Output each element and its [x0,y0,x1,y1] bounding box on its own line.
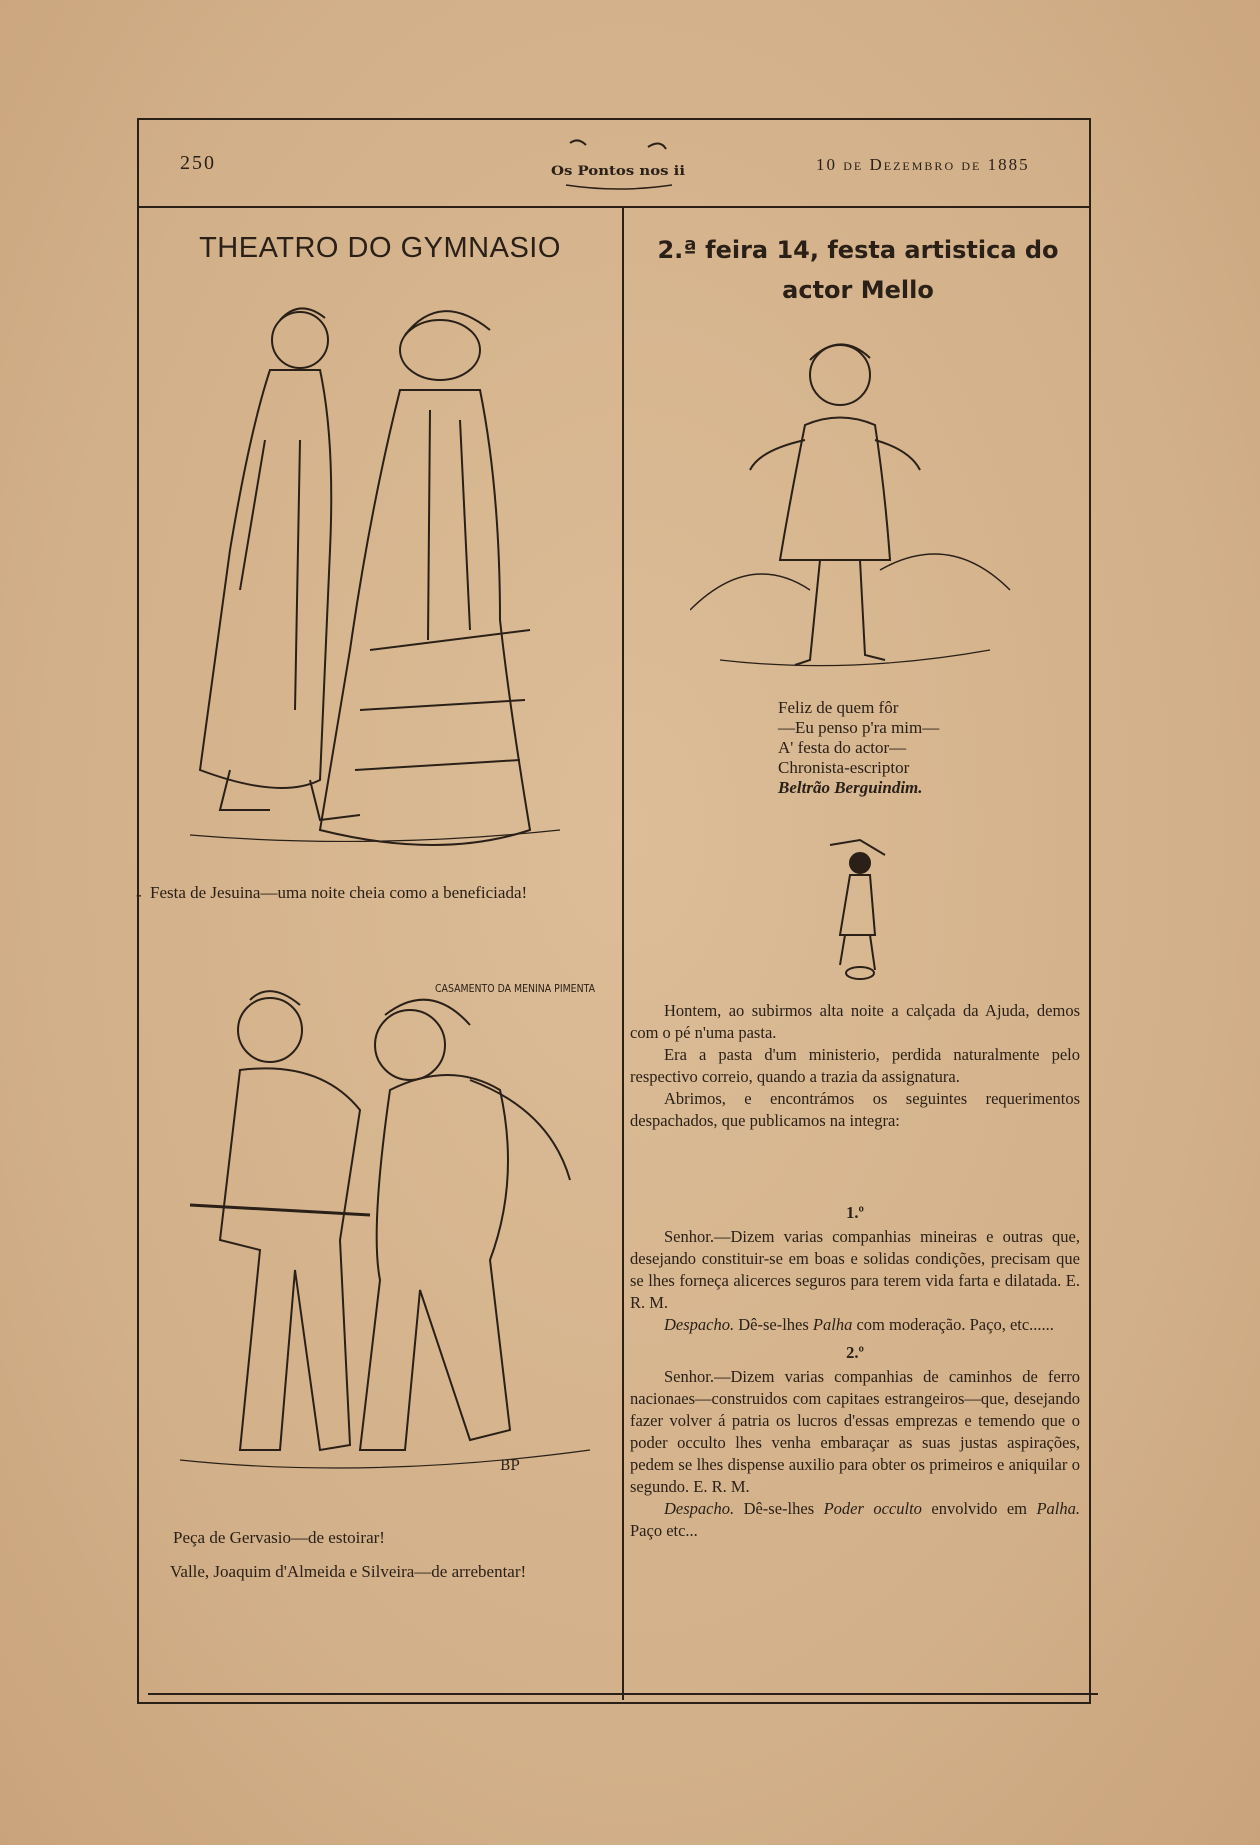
caption-cast: Valle, Joaquim d'Almeida e Silveira—de arrebentar! [170,1562,527,1581]
poem [778,698,939,798]
masthead-logo [548,135,688,200]
bottom-rule [148,1693,1098,1695]
despacho-label: Despacho. [664,1499,735,1518]
cartoon-two-figures-illustration [170,290,570,860]
despacho-label: Despacho. [664,1315,735,1334]
article-paragraph: Era a pasta d'um ministerio, perdida naturalmente pelo respectivo correio, quando a trazia da assignatura. [630,1045,1080,1086]
right-title [628,230,1088,310]
poem-line: —Eu penso p'ra mim— [778,718,940,737]
artist-signature: BP [500,1458,520,1474]
small-figure-vignette [820,835,900,980]
article-paragraph: Hontem, ao subirmos alta noite a calçada da Ajuda, demos com o pé n'uma pasta. [630,1001,1080,1042]
right-title-line2: actor Mello [782,276,934,304]
despacho-word: Palha [812,1315,853,1334]
item-text: Senhor.—Dizem varias companhias mineiras e outras que, desejando constituir-se em boas e solidas condições, precisam que se lhes forneça alicerces seguros para terem vida farta e dilatada. E. R. M. [630,1227,1080,1312]
poem-line: Chronista-escriptor [778,758,910,777]
despacho-text: envolvido em [921,1499,1037,1518]
item-number: 2.º [846,1343,864,1362]
cartoon-actor-mello-illustration [690,330,1020,680]
left-title: THEATRO DO GYMNASIO [199,232,561,264]
article-body [630,1000,1080,1542]
issue-date: 10 de Dezembro de 1885 [816,155,1030,174]
item-despacho [630,1314,1080,1336]
item-text: Senhor.—Dizem varias companhias de caminhos de ferro nacionaes—construidos com capitaes estrangeiros—que, desejando fazer volver á patria os lucros d'essas emprezas e temendo que o poder occulto lhes venha embaraçar as suas justas aspirações, pedem se lhes dispense auxilio para obter os primeiros e aniquilar o segundo. E. R. M. [630,1367,1080,1496]
poem-signature: Beltrão Berguindim. [778,778,923,797]
poem-line: Feliz de quem fôr [778,698,899,717]
despacho-word: Poder occulto [823,1499,922,1518]
despacho-text: Dê-se-lhes [734,1499,824,1518]
column-divider [622,208,624,1700]
masthead-text: Os Pontos nos ii [551,164,686,179]
right-title-line1: 2.ª feira 14, festa artistica do [657,236,1059,264]
page-number: 250 [180,152,216,174]
poem-line: A' festa do actor— [778,738,907,757]
despacho-word: Palha. [1036,1499,1081,1518]
margin-mark: - [136,885,142,904]
caption-gervasio: Peça de Gervasio—de estoirar! [173,1528,385,1547]
cartoon-gervasio-illustration [170,980,610,1490]
despacho-text: Dê-se-lhes [734,1315,813,1334]
item-number: 1.º [846,1203,864,1222]
despacho-text: Paço etc... [630,1521,698,1540]
despacho-text: com moderação. Paço, etc...... [852,1315,1054,1334]
item-despacho [630,1498,1080,1542]
speech-label: CASAMENTO DA MENINA PIMENTA [435,982,596,995]
article-paragraph: Abrimos, e encontrámos os seguintes requerimentos despachados, que publicamos na integra: [630,1089,1080,1130]
caption-festa-jesuina: Festa de Jesuina—uma noite cheia como a beneficiada! [150,883,528,902]
header-rule [137,206,1091,208]
